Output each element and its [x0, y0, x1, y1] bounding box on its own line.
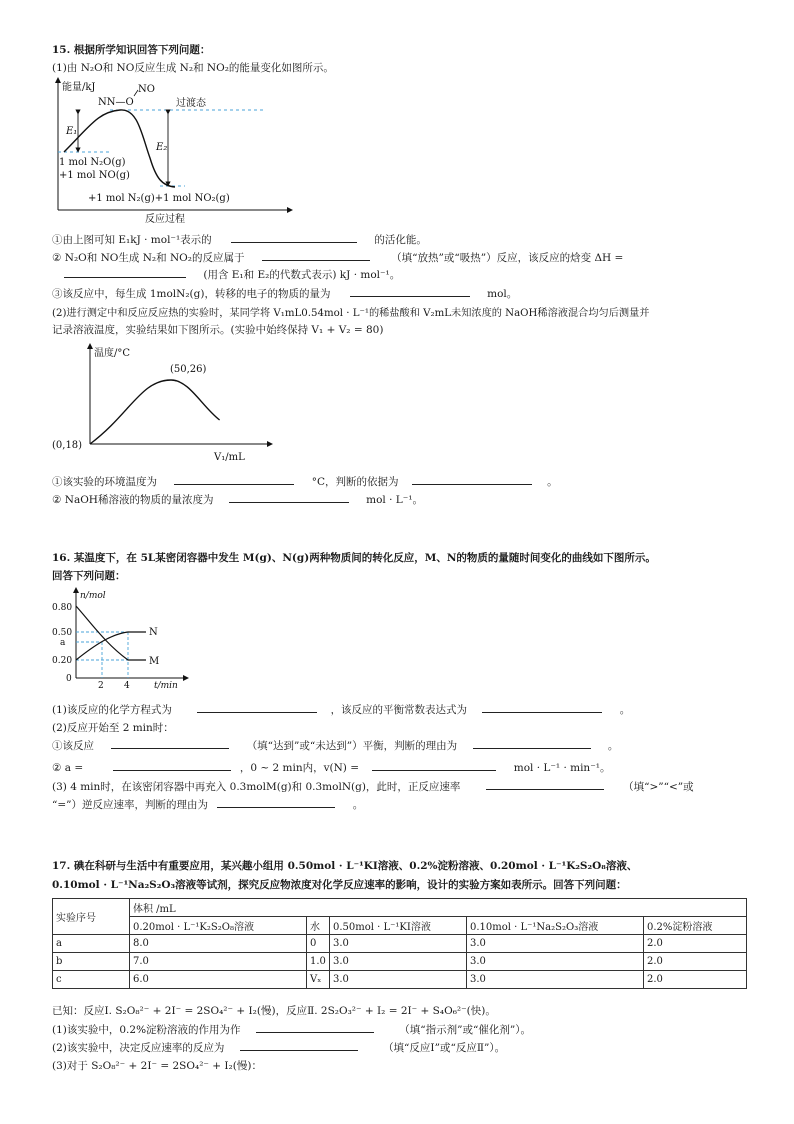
temp-y-label: 温度/°C	[94, 348, 131, 359]
answer-blank-a1[interactable]	[231, 232, 357, 243]
answer-blank-b1[interactable]	[174, 474, 294, 485]
th-col: 水	[307, 917, 330, 935]
table-row	[53, 953, 747, 971]
table-cell: 8.0	[130, 935, 307, 953]
q15-b1: ①该实验的环境温度为 °C，判断的依据为 。	[52, 476, 558, 488]
q16-title-1: 16. 某温度下，在 5L某密闭容器中发生 M(g)、N(g)两种物质间的转化反应，M、N的物质的量随时间变化的曲线如下图所示。	[52, 552, 656, 564]
ts-label: NN—O	[98, 97, 134, 108]
energy-diagram	[50, 76, 300, 226]
q15-a1: ①由上图可知 E₁kJ · mol⁻¹表示的 的活化能。	[52, 234, 427, 246]
q17-d1: (1)该实验中，0.2%淀粉溶液的作用为作 （填“指示剂”或“催化剂”）。	[52, 1024, 531, 1036]
q16-c1: (1)该反应的化学方程式为 ，该反应的平衡常数表达式为 。	[52, 704, 631, 716]
table-cell: c	[53, 971, 130, 989]
answer-blank-c5[interactable]	[486, 779, 604, 790]
table-cell: 3.0	[330, 971, 467, 989]
ts-no: NO	[138, 84, 155, 95]
answer-blank-c3[interactable]	[111, 738, 229, 749]
answer-blank-a2[interactable]	[262, 250, 370, 261]
temperature-chart	[48, 340, 278, 465]
answer-blank-d2[interactable]	[240, 1040, 358, 1051]
curve-m-label: M	[149, 656, 160, 667]
q15-part2-b: 记录溶液温度，实验结果如下图所示。(实验中始终保持 V₁ + V₂ = 80)	[52, 324, 384, 336]
q16-c2: (2)反应开始至 2 min时：	[52, 722, 174, 734]
answer-blank-a3[interactable]	[350, 286, 470, 297]
table-cell: 3.0	[330, 935, 467, 953]
table-cell: b	[53, 953, 130, 971]
mol-y-label: n/mol	[80, 591, 106, 601]
answer-blank-b1b[interactable]	[412, 474, 532, 485]
experiment-table	[52, 898, 747, 989]
tick-2: 2	[98, 681, 104, 691]
q16-c4: ② a = ，0 ~ 2 min内，v(N) = mol · L⁻¹ · min⁻¹。	[52, 762, 611, 774]
reactant-label-1: 1 mol N₂O(g)	[59, 157, 126, 168]
temp-x-label: V₁/mL	[214, 452, 245, 463]
answer-blank-c3b[interactable]	[473, 738, 591, 749]
q15-a2: ② N₂O和 NO生成 N₂和 NO₂的反应属于 （填“放热”或“吸热”）反应，该反应的焓变 ΔH =	[52, 252, 624, 264]
table-cell: 2.0	[644, 971, 747, 989]
q17-d3: (3)对于 S₂O₈²⁻ + 2I⁻ = 2SO₄²⁻ + I₂(慢)：	[52, 1060, 262, 1072]
th-col: 0.20mol · L⁻¹K₂S₂O₈溶液	[130, 917, 307, 935]
table-row	[53, 971, 747, 989]
answer-blank-c6[interactable]	[217, 797, 335, 808]
tick-020: 0.20	[52, 656, 73, 666]
mol-x-label: t/min	[154, 681, 178, 691]
q17-known: 已知：反应Ⅰ. S₂O₈²⁻ + 2I⁻ = 2SO₄²⁻ + I₂(慢)，反应Ⅱ. 2S₂O₃²⁻ + I₂ = 2I⁻ + S₄O₆²⁻(快)。	[52, 1005, 496, 1017]
answer-blank-c4b[interactable]	[372, 760, 496, 771]
curve-n-label: N	[149, 627, 158, 638]
table-cell: 3.0	[467, 935, 644, 953]
q16-c3: ①该反应 （填“达到”或“未达到”）平衡，判断的理由为 。	[52, 740, 619, 752]
energy-y-label: 能量/kJ	[62, 82, 96, 93]
tick-a: a	[60, 638, 66, 648]
product-label: +1 mol N₂(g)+1 mol NO₂(g)	[88, 193, 230, 204]
q15-part1: (1)由 N₂O和 NO反应生成 N₂和 NO₂的能量变化如图所示。	[52, 62, 334, 74]
q15-a3: ③该反应中，每生成 1molN₂(g)，转移的电子的物质的量为 mol。	[52, 288, 518, 300]
table-cell: 6.0	[130, 971, 307, 989]
table-cell: 3.0	[467, 971, 644, 989]
answer-blank-c1[interactable]	[197, 702, 317, 713]
temp-origin-label: (0,18)	[52, 440, 83, 451]
q15-title: 15. 根据所学知识回答下列问题：	[52, 44, 211, 56]
tick-050: 0.50	[52, 628, 73, 638]
th-col: 0.2%淀粉溶液	[644, 917, 747, 935]
q15-a2b: (用含 E₁和 E₂的代数式表示) kJ · mol⁻¹。	[52, 267, 400, 282]
answer-blank-a2b[interactable]	[64, 267, 186, 278]
q16-c6: “=”）逆反应速率，判断的理由为 。	[52, 799, 364, 811]
q16-title-2: 回答下列问题：	[52, 570, 126, 582]
table-cell: a	[53, 935, 130, 953]
th-volume: 体积 /mL	[130, 899, 747, 917]
q17-title-1: 17. 碘在科研与生活中有重要应用，某兴趣小组用 0.50mol · L⁻¹KI溶液、0.2%淀粉溶液、0.20mol · L⁻¹K₂S₂O₈溶液、	[52, 860, 638, 872]
answer-blank-d1[interactable]	[256, 1022, 374, 1033]
q17-title-2: 0.10mol · L⁻¹Na₂S₂O₃溶液等试剂，探究反应物浓度对化学反应速率的影响，设计的实验方案如表所示。回答下列问题：	[52, 879, 627, 891]
table-cell: 2.0	[644, 935, 747, 953]
q16-c5: (3) 4 min时，在该密闭容器中再充入 0.3molM(g)和 0.3molN(g)，此时，正反应速率 （填“>”“<”或	[52, 781, 694, 793]
temp-peak-label: (50,26)	[170, 364, 207, 375]
e2-label: E₂	[156, 142, 168, 153]
table-cell: 0	[307, 935, 330, 953]
table-cell: 7.0	[130, 953, 307, 971]
answer-blank-c1b[interactable]	[482, 702, 602, 713]
table-cell: Vₓ	[307, 971, 330, 989]
q15-part2-a: (2)进行测定中和反应反应热的实验时，某同学将 V₁mL0.54mol · L⁻¹的稀盐酸和 V₂mL未知浓度的 NaOH稀溶液混合均匀后测量并	[52, 308, 650, 319]
ts-name: 过渡态	[176, 98, 206, 109]
tick-4: 4	[124, 681, 130, 691]
th-seq: 实验序号	[53, 899, 130, 935]
temp-curve	[90, 380, 220, 444]
tick-0: 0	[66, 674, 72, 684]
table-cell: 3.0	[330, 953, 467, 971]
table-row	[53, 935, 747, 953]
th-col: 0.10mol · L⁻¹Na₂S₂O₃溶液	[467, 917, 644, 935]
energy-x-label: 反应过程	[145, 214, 185, 225]
e1-label: E₁	[66, 126, 78, 137]
table-cell: 2.0	[644, 953, 747, 971]
table-cell: 1.0	[307, 953, 330, 971]
answer-blank-c4[interactable]	[113, 760, 231, 771]
tick-080: 0.80	[52, 603, 73, 613]
th-col: 0.50mol · L⁻¹KI溶液	[330, 917, 467, 935]
reactant-label-2: +1 mol NO(g)	[59, 170, 130, 181]
table-cell: 3.0	[467, 953, 644, 971]
q17-d2: (2)该实验中，决定反应速率的反应为 （填“反应Ⅰ”或“反应Ⅱ”）。	[52, 1042, 506, 1054]
q15-b2: ② NaOH稀溶液的物质的量浓度为 mol · L⁻¹。	[52, 494, 424, 506]
mole-time-graph	[46, 586, 196, 694]
answer-blank-b2[interactable]	[229, 492, 349, 503]
